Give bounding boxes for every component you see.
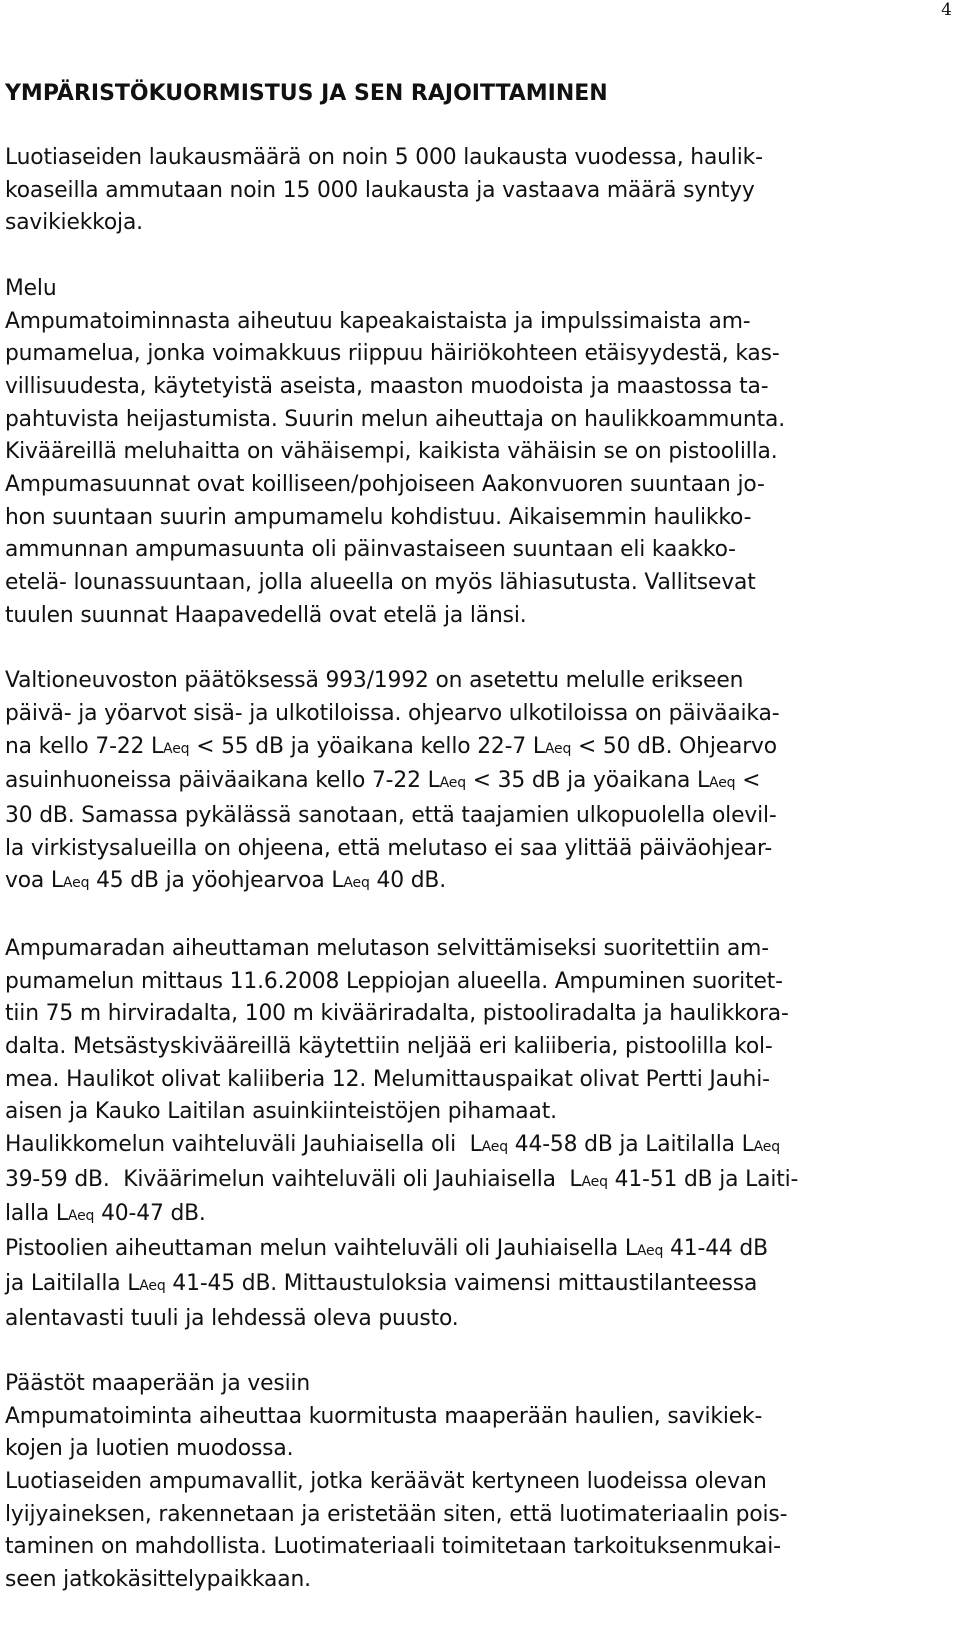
- text-line: [5, 865, 953, 900]
- paragraph-gap: [5, 240, 953, 273]
- text-line: la virkistysalueilla on ohjeena, että melutaso ei saa ylittää päiväohjear-: [5, 835, 773, 861]
- text-line: Melu: [5, 275, 57, 301]
- text-segment: Pistoolien aiheuttaman melun vaihteluväli oli Jauhiaisella L: [5, 1236, 637, 1262]
- paragraph: [5, 273, 953, 633]
- paragraph: [5, 1368, 953, 1597]
- text-line: tiin 75 m hirviradalta, 100 m kivääriradalta, pistooliradalta ja haulikkora-: [5, 1001, 789, 1027]
- text-line: [5, 1233, 953, 1268]
- page-number: 4: [941, 0, 952, 20]
- text-line: pahtuvista heijastumista. Suurin melun aiheuttaja on haulikkoammunta.: [5, 406, 785, 432]
- text-line: Ampumaradan aiheuttaman melutason selvittämiseksi suoritettiin am-: [5, 935, 769, 961]
- paragraphs-container: [5, 142, 953, 1597]
- text-line: päivä- ja yöarvot sisä- ja ulkotiloissa. ohjearvo ulkotiloissa on päiväaika-: [5, 700, 780, 726]
- text-line: taminen on mahdollista. Luotimateriaali toimitetaan tarkoituksenmukai-: [5, 1534, 781, 1560]
- text-line: hon suuntaan suurin ampumamelu kohdistuu. Aikaisemmin haulikko-: [5, 504, 752, 530]
- text-segment: 40 dB.: [369, 868, 447, 894]
- text-line: [5, 1268, 953, 1303]
- text-line: kojen ja luotien muodossa.: [5, 1436, 294, 1462]
- text-segment: < 35 dB ja yöaikana L: [465, 768, 710, 794]
- text-segment: asuinhuoneissa päiväaikana kello 7-22 L: [5, 768, 440, 794]
- text-line: lyijyaineksen, rakennetaan ja eristetään siten, että luotimateriaalin pois-: [5, 1501, 788, 1527]
- text-segment: voa L: [5, 868, 63, 894]
- text-segment: 39-59 dB. Kiväärimelun vaihteluväli oli Jauhiaisella L: [5, 1166, 582, 1192]
- text-line: Ampumatoiminnasta aiheutuu kapeakaistaista ja impulssimaista am-: [5, 308, 751, 334]
- subscript-aeq: Aeq: [636, 1243, 664, 1260]
- paragraph: [5, 665, 953, 900]
- text-line: [5, 731, 953, 766]
- paragraph-gap: [5, 900, 953, 933]
- text-segment: 40-47 dB.: [94, 1201, 206, 1227]
- text-line: mea. Haulikot olivat kaliiberia 12. Melumittauspaikat olivat Pertti Jauhi-: [5, 1066, 770, 1092]
- paragraph: [5, 142, 953, 240]
- text-line: villisuudesta, käytetyistä aseista, maaston muodoista ja maastossa ta-: [5, 373, 769, 399]
- text-segment: < 55 dB ja yöaikana kello 22-7 L: [189, 733, 545, 759]
- text-line: pumamelun mittaus 11.6.2008 Leppiojan alueella. Ampuminen suoritet-: [5, 968, 783, 994]
- text-line: Päästöt maaperään ja vesiin: [5, 1370, 311, 1396]
- text-segment: lalla L: [5, 1201, 68, 1227]
- subscript-aeq: Aeq: [709, 775, 736, 792]
- text-line: seen jatkokäsittelypaikkaan.: [5, 1567, 311, 1593]
- subscript-aeq: Aeq: [343, 875, 370, 892]
- text-segment: < 50 dB. Ohjearvo: [571, 733, 777, 759]
- text-segment: 44-58 dB ja Laitilalla L: [507, 1132, 754, 1158]
- text-line: alentavasti tuuli ja lehdessä oleva puusto.: [5, 1305, 459, 1331]
- text-line: Luotiaseiden ampumavallit, jotka keräävät kertyneen luodeissa olevan: [5, 1469, 767, 1495]
- text-segment: 45 dB ja yöohjearvoa L: [89, 868, 344, 894]
- text-line: pumamelua, jonka voimakkuus riippuu häiriökohteen etäisyydestä, kas-: [5, 341, 780, 367]
- subscript-aeq: Aeq: [439, 775, 466, 792]
- text-line: Ampumatoiminta aiheuttaa kuormitusta maaperään haulien, savikiek-: [5, 1403, 763, 1429]
- subscript-aeq: Aeq: [544, 740, 572, 757]
- text-line: Kivääreillä meluhaitta on vähäisempi, kaikista vähäisin se on pistoolilla.: [5, 439, 778, 465]
- text-line: [5, 1164, 953, 1199]
- text-line: Ampumasuunnat ovat koilliseen/pohjoiseen Aakonvuoren suuntaan jo-: [5, 472, 765, 498]
- text-segment: <: [735, 768, 761, 794]
- text-line: [5, 765, 953, 800]
- text-line: ammunnan ampumasuunta oli päinvastaiseen suuntaan eli kaakko-: [5, 537, 736, 563]
- text-line: tuulen suunnat Haapavedellä ovat etelä ja länsi.: [5, 602, 527, 628]
- text-segment: 41-45 dB. Mittaustuloksia vaimensi mittaustilanteessa: [165, 1270, 758, 1296]
- text-segment: ja Laitilalla L: [5, 1270, 140, 1296]
- subscript-aeq: Aeq: [139, 1277, 166, 1294]
- text-line: etelä- lounassuuntaan, jolla alueella on myös lähiasutusta. Vallitsevat: [5, 570, 756, 596]
- text-segment: 41-51 dB ja Laiti-: [607, 1166, 799, 1192]
- text-line: 30 dB. Samassa pykälässä sanotaan, että taajamien ulkopuolella olevil-: [5, 803, 777, 829]
- text-segment: 41-44 dB: [663, 1236, 768, 1262]
- text-segment: na kello 7-22 L: [5, 733, 164, 759]
- paragraph-gap: [5, 1335, 953, 1368]
- text-line: [5, 1198, 953, 1233]
- text-line: koaseilla ammutaan noin 15 000 laukausta ja vastaava määrä syntyy: [5, 177, 755, 203]
- document-body: [5, 76, 953, 1597]
- subscript-aeq: Aeq: [62, 875, 90, 892]
- text-line: Valtioneuvoston päätöksessä 993/1992 on asetettu melulle erikseen: [5, 668, 744, 694]
- text-segment: Haulikkomelun vaihteluväli Jauhiaisella oli L: [5, 1132, 482, 1158]
- text-line: Luotiaseiden laukausmäärä on noin 5 000 laukausta vuodessa, haulik-: [5, 145, 763, 170]
- subscript-aeq: Aeq: [581, 1173, 608, 1190]
- paragraph: [5, 933, 953, 1335]
- text-line: savikiekkoja.: [5, 210, 143, 236]
- subscript-aeq: Aeq: [163, 740, 190, 757]
- text-line: dalta. Metsästyskivääreillä käytettiin neljää eri kaliiberia, pistoolilla kol-: [5, 1033, 773, 1059]
- subscript-aeq: Aeq: [67, 1208, 95, 1225]
- text-line: [5, 1129, 953, 1164]
- subscript-aeq: Aeq: [481, 1139, 508, 1156]
- paragraph-gap: [5, 633, 953, 666]
- section-heading: YMPÄRISTÖKUORMISTUS JA SEN RAJOITTAMINEN: [5, 81, 608, 106]
- subscript-aeq: Aeq: [753, 1139, 780, 1156]
- text-line: aisen ja Kauko Laitilan asuinkiinteistöjen pihamaat.: [5, 1099, 557, 1125]
